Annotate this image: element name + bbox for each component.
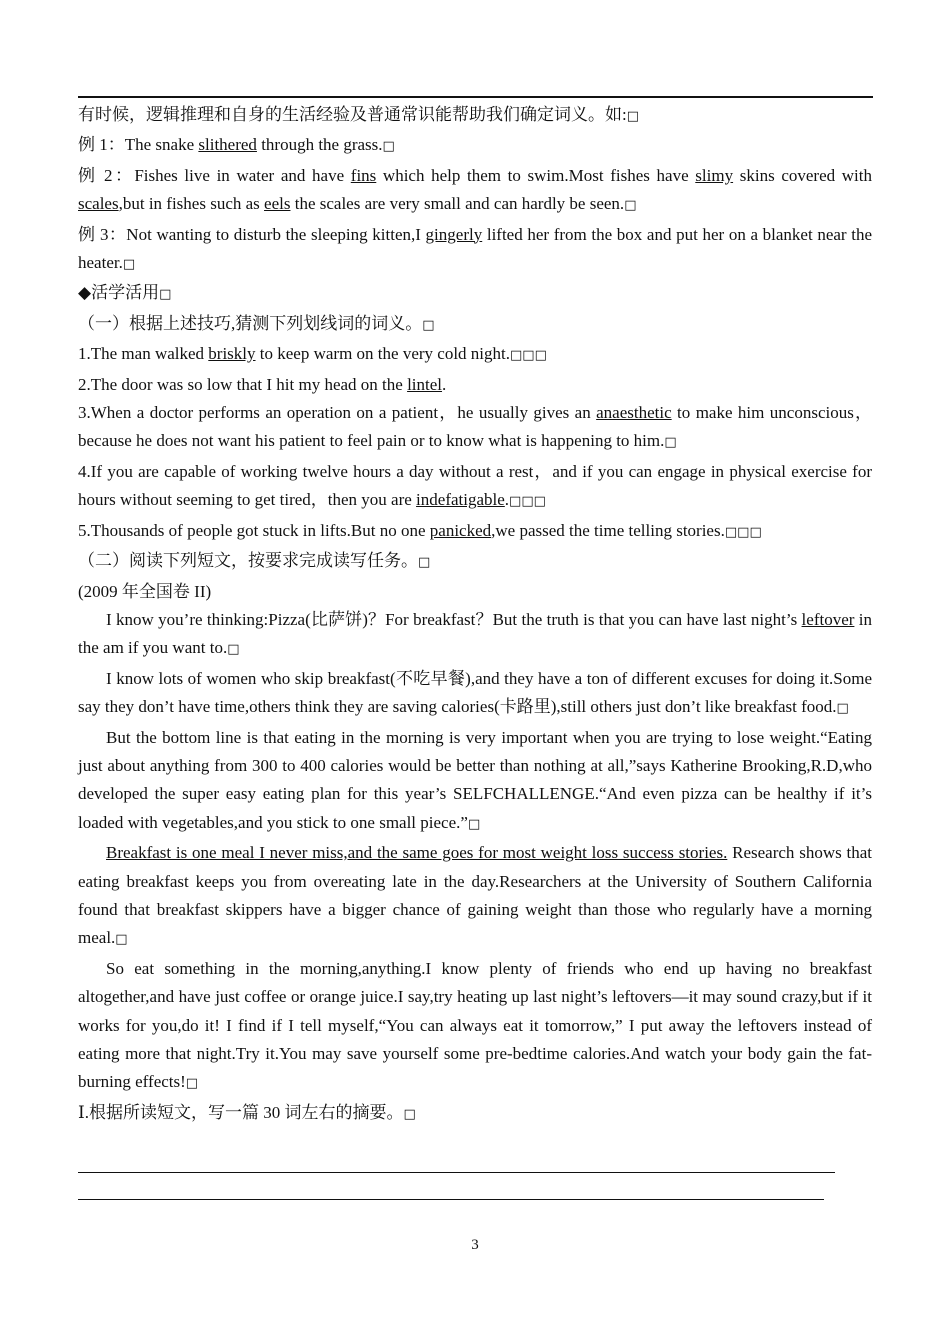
- passage-paragraph-3: [78, 724, 872, 840]
- guess-item-3-text-a: 3.When a doctor performs an operation on a patient，he usually gives an: [78, 403, 597, 423]
- guess-item-2: [78, 371, 872, 399]
- guess-item-1: [78, 340, 872, 370]
- example-2-text-e: the scales are very small and can hardly be seen.: [290, 194, 625, 214]
- section-heading-text: ◆活学活用: [78, 283, 160, 303]
- box-glyph: □: [403, 1106, 416, 1122]
- box-glyph: □: [422, 317, 435, 333]
- example-2-underlined-2: slimy: [695, 165, 734, 185]
- box-glyph: □: [749, 524, 762, 540]
- box-glyph: □: [122, 257, 136, 273]
- guess-item-5-text-b: ,we passed the time telling stories.: [491, 520, 725, 540]
- guess-item-2-text-b: .: [442, 374, 447, 394]
- box-glyph: □: [509, 494, 522, 510]
- passage-paragraph-1: [78, 606, 872, 665]
- example-3-text-b: lifted her from the box and put her on a blanket near the heater.: [78, 224, 872, 273]
- box-glyph: □: [737, 524, 750, 540]
- section-heading: [78, 279, 872, 309]
- passage-paragraph-5: [78, 955, 872, 1099]
- passage-p4-underlined: Breakfast is one meal I never miss,and the same goes for most weight loss success stories.: [106, 843, 728, 863]
- passage-p1-text-b: in the am if you want to.: [78, 609, 872, 658]
- guess-item-4-text-a: 4.If you are capable of working twelve hours a day without a rest，and if you can engage in physical exercise for hours without seeming to get tired，then you are: [78, 461, 872, 510]
- example-2-underlined-4: eels: [264, 194, 291, 214]
- box-glyph: □: [227, 642, 240, 658]
- box-glyph: □: [724, 524, 738, 540]
- box-glyph: □: [533, 494, 546, 510]
- box-glyph: □: [522, 348, 535, 364]
- box-glyph: □: [418, 555, 431, 571]
- guess-item-5-underlined: panicked: [429, 520, 492, 540]
- example-3-underlined: gingerly: [425, 224, 483, 244]
- task-1: [78, 1099, 872, 1129]
- task-1-text: Ⅰ.根据所读短文，写一篇 30 词左右的摘要。: [78, 1102, 404, 1122]
- source-line: (2009 年全国卷 II): [78, 581, 212, 601]
- box-glyph: □: [664, 435, 677, 451]
- example-2: [78, 162, 872, 221]
- example-1-underlined: slithered: [198, 135, 257, 155]
- guess-item-5-text-a: 5.Thousands of people got stuck in lifts.But no one: [78, 520, 430, 540]
- guess-item-3: [78, 399, 872, 458]
- box-glyph: □: [115, 932, 128, 948]
- answer-line-2[interactable]: [78, 1199, 824, 1200]
- box-glyph: □: [836, 701, 849, 717]
- box-glyph: □: [185, 1076, 199, 1092]
- page-number: 3: [471, 1237, 479, 1253]
- example-3: [78, 221, 872, 280]
- guess-item-3-underlined: anaesthetic: [596, 403, 672, 423]
- document-body: [78, 101, 872, 1129]
- guess-item-2-underlined: lintel: [407, 374, 443, 394]
- intro-text: 有时候，逻辑推理和自身的生活经验及普通常识能帮助我们确定词义。如:: [78, 105, 627, 124]
- passage-p3-text: But the bottom line is that eating in the morning is very important when you are trying to lose weight.“Eating just about anything from 300 to 400 calories would be better than nothing at all,”says Katherine Brooking,R.D,who developed the super easy eating plan for this year’s SELFCHALLENGE.“And even pizza can be healthy if it’s loaded with vegetables,and you stick to one small piece.”: [78, 727, 872, 832]
- box-glyph: □: [624, 198, 637, 214]
- example-2-text-d: ,but in fishes such as: [118, 194, 265, 214]
- part2-heading-text: （二）阅读下列短文，按要求完成读写任务。: [78, 551, 418, 571]
- box-glyph: □: [159, 287, 172, 303]
- guess-item-2-text-a: 2.The door was so low that I hit my head on the: [78, 374, 408, 394]
- example-1-text-b: through the grass.: [256, 135, 383, 155]
- example-1-text-a: 例 1：The snake: [78, 135, 199, 155]
- passage-p5-text: So eat something in the morning,anything.I know plenty of friends who end up having no breakfast altogether,and have just coffee or orange juice.I say,try heating up last night’s leftovers—it may sound crazy,but if it works for you,do it! I find if I tell myself,“You can always eat it tomorrow,” I put away the leftovers instead of eating more that night.Try it.You may save yourself some pre-bedtime calories.And watch your body gain the fat-burning effects!: [78, 958, 872, 1092]
- box-glyph: □: [467, 816, 481, 832]
- passage-paragraph-2: [78, 665, 872, 724]
- intro-line: [78, 101, 872, 131]
- example-2-text-c: skins covered with: [733, 165, 872, 185]
- example-2-underlined-1: fins: [350, 165, 377, 185]
- example-2-text-b: which help them to swim.Most fishes have: [376, 165, 696, 185]
- passage-paragraph-4: [78, 839, 872, 955]
- box-glyph: □: [626, 109, 640, 124]
- header-rule: [78, 96, 873, 98]
- passage-p1-underlined: leftover: [801, 609, 855, 629]
- part2-heading: [78, 547, 872, 577]
- part1-heading-text: （一）根据上述技巧,猜测下列划线词的词义。: [78, 313, 423, 333]
- box-glyph: □: [382, 139, 395, 155]
- passage-p4-text: Research shows that eating breakfast keeps you from overeating late in the day.Researchers at the University of Southern California found that breakfast skippers have a bigger chance of gaining weight than those who regularly have a morning meal.: [78, 843, 872, 948]
- box-glyph: □: [510, 348, 523, 364]
- guess-item-1-text-a: 1.The man walked: [78, 344, 209, 364]
- example-2-text-a: 例 2：Fishes live in water and have: [78, 165, 351, 185]
- part1-heading: [78, 310, 872, 340]
- example-2-underlined-3: scales: [78, 194, 119, 214]
- guess-item-4-text-b: .: [504, 490, 510, 510]
- guess-item-1-text-b: to keep warm on the very cold night.: [255, 344, 510, 364]
- guess-item-4: [78, 458, 872, 517]
- guess-item-3-text-b: to make him unconscious，because he does not want his patient to feel pain or to know what is happening to him.: [78, 403, 872, 451]
- guess-item-5: [78, 517, 872, 547]
- passage-p2-text: I know lots of women who skip breakfast(不吃早餐),and they have a ton of different excuses for doing it.Some say they don’t have time,others think they are saving calories(卡路里),still others just don’t like breakfast food.: [78, 668, 872, 717]
- answer-line-1[interactable]: [78, 1172, 835, 1173]
- example-3-text-a: 例 3：Not wanting to disturb the sleeping kitten,I: [78, 224, 426, 244]
- example-1: [78, 131, 872, 161]
- box-glyph: □: [534, 348, 547, 364]
- passage-p1-text-a: I know you’re thinking:Pizza(比萨饼)？For breakfast？But the truth is that you can have last night’s: [106, 609, 802, 629]
- guess-item-4-underlined: indefatigable: [416, 490, 505, 510]
- guess-item-1-underlined: briskly: [208, 344, 256, 364]
- box-glyph: □: [521, 494, 534, 510]
